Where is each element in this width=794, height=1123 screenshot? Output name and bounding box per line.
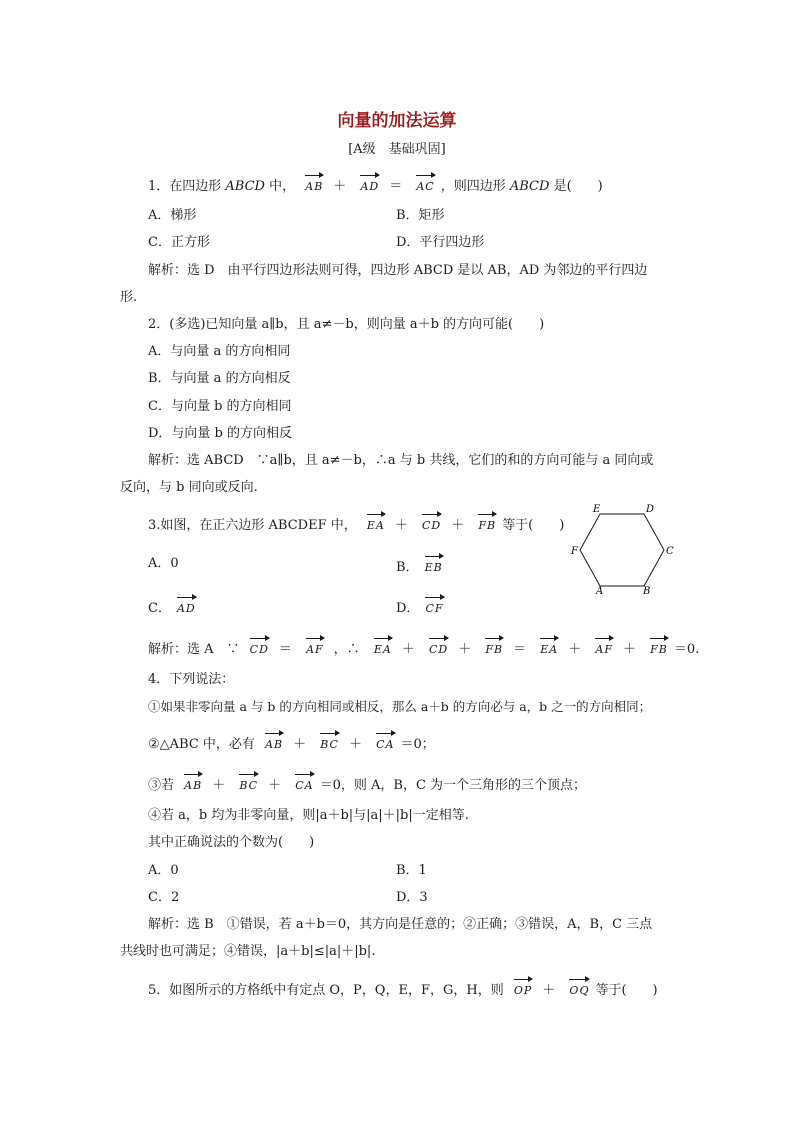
q2-option-a: A．与向量 a 的方向相同 bbox=[148, 344, 291, 359]
q4-option-c: C．2 bbox=[148, 890, 180, 905]
vector-fb: FB bbox=[650, 637, 668, 659]
q2-option-c: C．与向量 b 的方向相同 bbox=[148, 399, 292, 414]
q4-solution: 解析：选 B ①错误，若 a＋b＝0，其方向是任意的；②正确；③错误，A，B，C 三点 bbox=[148, 917, 653, 932]
vector-bc: BC bbox=[320, 732, 339, 754]
vector-ab: AB bbox=[184, 773, 202, 795]
q1-solution-cont: 形. bbox=[120, 290, 138, 305]
q3-option-a: A．0 bbox=[148, 556, 179, 571]
vector-ea: EA bbox=[367, 513, 385, 535]
vector-cd: CD bbox=[250, 637, 269, 659]
vector-ea: EA bbox=[374, 637, 392, 659]
vector-af: AF bbox=[595, 637, 613, 659]
vector-ab: AB bbox=[305, 174, 323, 196]
q4-ask: 其中正确说法的个数为( ) bbox=[148, 835, 315, 850]
q4-option-d: D．3 bbox=[396, 890, 428, 905]
hex-label-a: A bbox=[596, 586, 604, 594]
vector-ca: CA bbox=[376, 732, 394, 754]
vector-cd: CD bbox=[429, 637, 448, 659]
vector-ea: EA bbox=[540, 637, 558, 659]
q2-solution-cont: 反向，与 b 同向或反向. bbox=[120, 480, 258, 495]
vector-ab: AB bbox=[265, 732, 283, 754]
q4-statement-2: ②△ABC 中，必有 AB ＋ BC ＋ CA ＝0； bbox=[148, 732, 435, 754]
vector-ad: AD bbox=[177, 596, 196, 618]
q3-solution: 解析：选 A ∵ CD ＝ AF ，∴ EA ＋ CD ＋ FB ＝ EA ＋ AF ＋ FB ＝0. bbox=[148, 637, 699, 659]
q1-option-c: C．正方形 bbox=[148, 235, 210, 250]
q1-solution: 解析：选 D 由平行四边形法则可得，四边形 ABCD 是以 AB，AD 为邻边的平行四边 bbox=[148, 263, 648, 278]
q3-option-d: D． CF bbox=[396, 596, 450, 618]
q4-statement-3: ③若 AB ＋ BC ＋ CA ＝0，则 A，B，C 为一个三角形的三个顶点； bbox=[148, 773, 586, 795]
q4-statement-1: ①如果非零向量 a 与 b 的方向相同或相反，那么 a＋b 的方向必与 a，b 之一的方向相同； bbox=[148, 699, 652, 714]
vector-ac: AC bbox=[416, 174, 434, 196]
q2-option-d: D．与向量 b 的方向相反 bbox=[148, 426, 293, 441]
vector-ad: AD bbox=[360, 174, 379, 196]
q1-option-d: D．平行四边形 bbox=[396, 235, 485, 250]
vector-af: AF bbox=[306, 637, 324, 659]
q1-option-a: A．梯形 bbox=[148, 208, 197, 223]
vector-oq: OQ bbox=[569, 978, 589, 1000]
q2-stem: 2．(多选)已知向量 a∥b，且 a≠－b，则向量 a＋b 的方向可能( ) bbox=[148, 317, 545, 332]
hex-label-e: E bbox=[593, 504, 601, 515]
hex-label-d: D bbox=[646, 504, 655, 515]
q4-option-a: A．0 bbox=[148, 863, 179, 878]
q4-stem: 4．下列说法： bbox=[148, 672, 235, 687]
vector-fb: FB bbox=[485, 637, 503, 659]
vector-eb: EB bbox=[425, 555, 443, 577]
hex-label-f: F bbox=[571, 546, 578, 557]
hexagon-outline bbox=[580, 514, 664, 586]
q4-statement-4: ④若 a，b 均为非零向量，则|a＋b|与|a|＋|b|一定相等. bbox=[148, 808, 469, 823]
q1-option-b: B．矩形 bbox=[396, 208, 445, 223]
q3-option-c: C． AD bbox=[148, 596, 202, 618]
section-heading: [A级 基础巩固] bbox=[348, 142, 446, 157]
hex-label-b: B bbox=[643, 586, 651, 594]
hexagon-figure bbox=[566, 500, 676, 594]
vector-fb: FB bbox=[478, 513, 496, 535]
vector-op: OP bbox=[514, 978, 532, 1000]
q4-option-b: B．1 bbox=[396, 863, 427, 878]
q2-option-b: B．与向量 a 的方向相反 bbox=[148, 371, 291, 386]
vector-cf: CF bbox=[425, 596, 443, 618]
q1-stem: 1．在四边形 ABCD 中， AB ＋ AD ＝ AC ，则四边形 ABCD 是( ) bbox=[148, 174, 603, 196]
q3-option-b: B． EB bbox=[396, 555, 449, 577]
vector-bc: BC bbox=[239, 773, 258, 795]
q2-solution: 解析：选 ABCD ∵a∥b，且 a≠－b，∴a 与 b 共线，它们的和的方向可能与 a 同向或 bbox=[148, 453, 654, 468]
q5-stem: 5．如图所示的方格纸中有定点 O，P，Q，E，F，G，H，则 OP ＋ OQ 等于( ) bbox=[148, 978, 658, 1000]
vector-cd: CD bbox=[422, 513, 441, 535]
hex-label-c: C bbox=[666, 546, 674, 557]
vector-ca: CA bbox=[295, 773, 313, 795]
q3-stem: 3.如图，在正六边形 ABCDEF 中， EA ＋ CD ＋ FB 等于( ) bbox=[148, 513, 564, 535]
page-title: 向量的加法运算 bbox=[337, 111, 457, 131]
q4-solution-cont: 共线时也可满足；④错误，|a＋b|≤|a|＋|b|. bbox=[120, 944, 376, 959]
